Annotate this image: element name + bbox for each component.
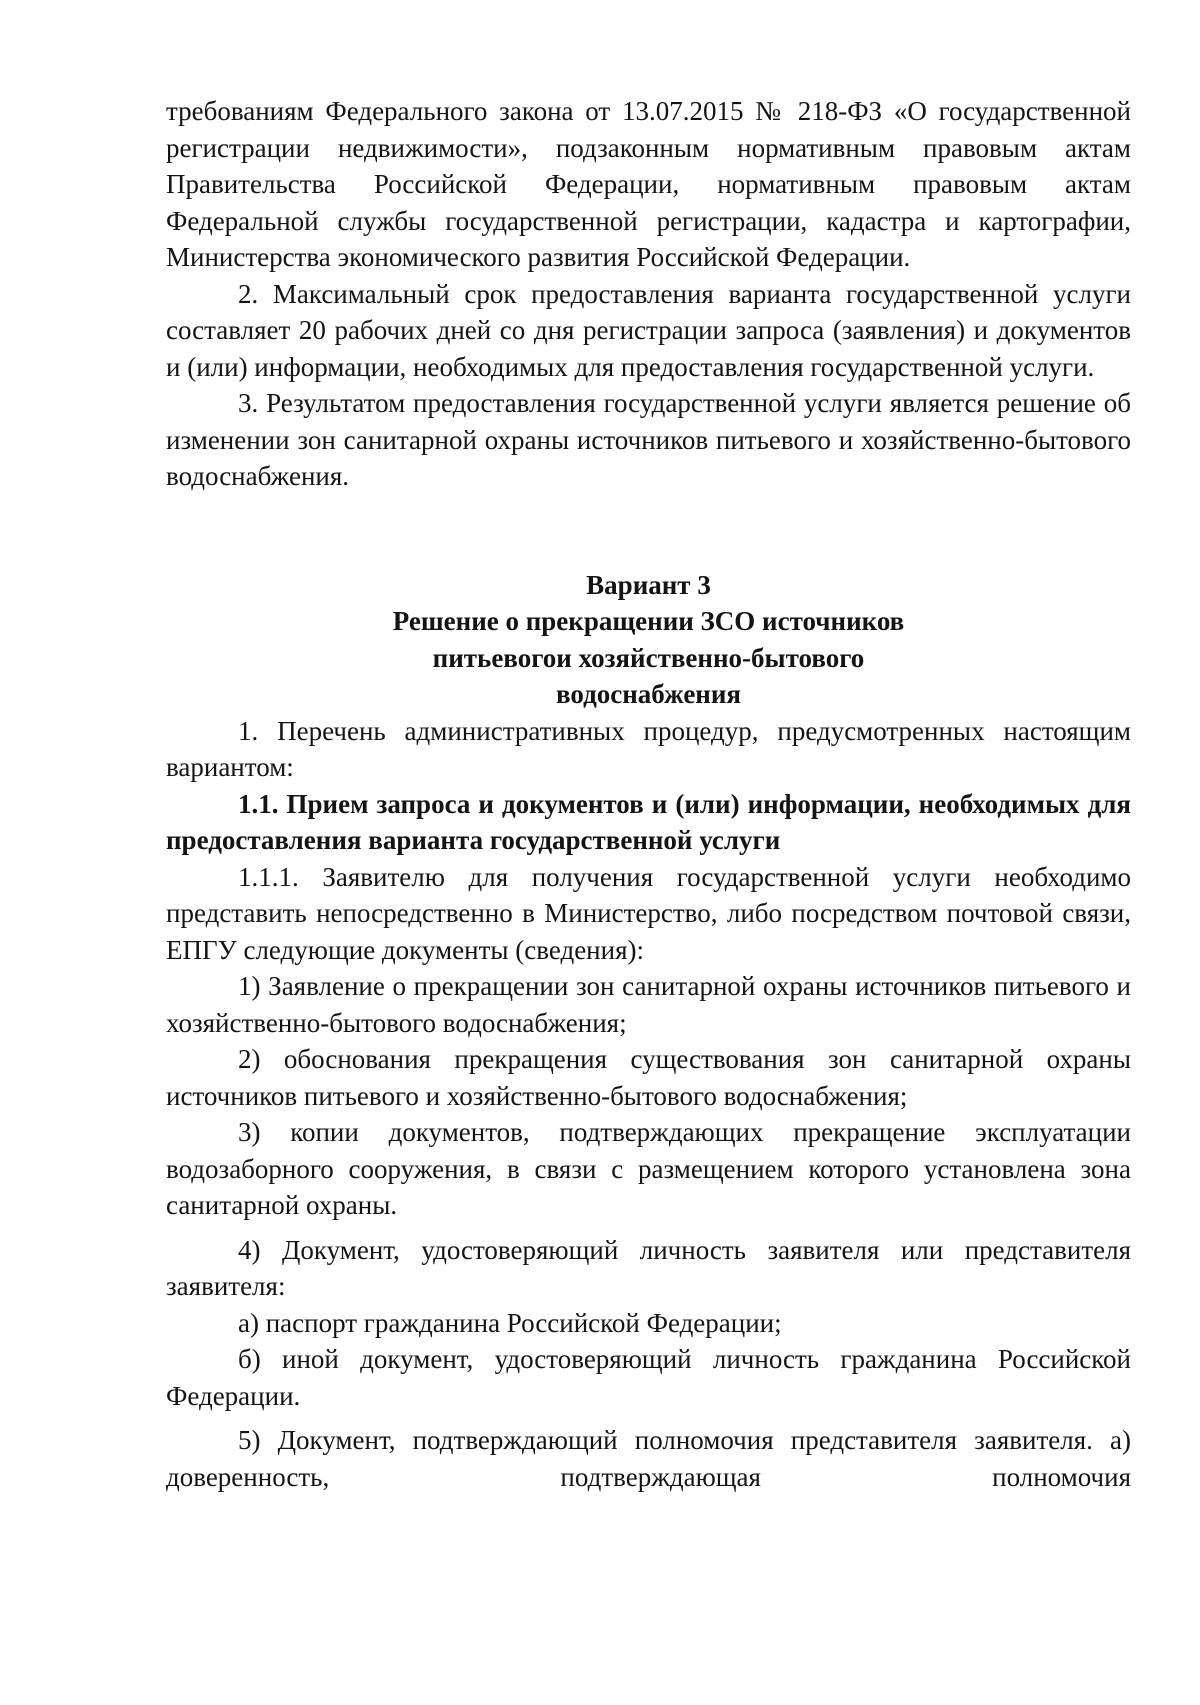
variant-title: Вариант 3: [586, 569, 711, 600]
item-document-2: 2) обоснования прекращения существования зон санитарной охраны источников питьевого и хозяйственно-бытового водоснабжения;: [166, 1044, 1131, 1111]
item-document-5: 5) Документ, подтверждающий полномочия представителя заявителя. а) доверенность, подтверждающая полномочия: [166, 1425, 1131, 1492]
item-document-4a: а) паспорт гражданина Российской Федерации;: [238, 1307, 782, 1338]
variant-heading: [166, 567, 1131, 713]
variant-subtitle-line-3: водоснабжения: [555, 679, 742, 709]
subsection-title: 1.1. Прием запроса и документов и (или) информации, необходимых для предоставления варианта государственной услуги: [166, 788, 1131, 855]
item-1-1-1: 1.1.1. Заявителю для получения государственной услуги необходимо представить непосредственно в Министерство, либо посредством почтовой связи, ЕПГУ следующие документы (сведения):: [166, 861, 1131, 965]
variant-subtitle-line-2: питьевогои хозяйственно-бытового: [432, 642, 865, 673]
item-document-4: 4) Документ, удостоверяющий личность заявителя или представителя заявителя:: [166, 1234, 1131, 1301]
item-document-4b: б) иной документ, удостоверяющий личность гражданина Российской Федерации.: [166, 1344, 1131, 1411]
paragraph-result: 3. Результатом предоставления государственной услуги является решение об изменении зон санитарной охраны источников питьевого и хозяйственно-бытового водоснабжения.: [166, 388, 1131, 491]
document-body: [166, 93, 1131, 1495]
item-document-3: 3) копии документов, подтверждающих прекращение эксплуатации водозаборного сооружения, в связи с размещением которого установлена зона санитарной охраны.: [166, 1117, 1131, 1220]
variant-subtitle-line-1: Решение о прекращении ЗСО источников: [392, 606, 905, 636]
paragraph-legal-basis: требованиям Федерального закона от 13.07.2015 № 218-ФЗ «О государственной регистрации недвижимости», подзаконным нормативным правовым актам Правительства Российской Федерации, нормативным правовым актам Федеральной службы государственной регистрации, кадастра и картографии, Министерства экономического развития Российской Федерации.: [166, 96, 1131, 272]
procedures-intro: 1. Перечень административных процедур, предусмотренных настоящим вариантом:: [166, 715, 1131, 782]
paragraph-max-term: 2. Максимальный срок предоставления варианта государственной услуги составляет 20 рабочих дней со дня регистрации запроса (заявления) и документов и (или) информации, необходимых для предоставления государственной услуги.: [166, 278, 1131, 382]
item-document-1: 1) Заявление о прекращении зон санитарной охраны источников питьевого и хозяйственно-бытового водоснабжения;: [166, 971, 1131, 1038]
